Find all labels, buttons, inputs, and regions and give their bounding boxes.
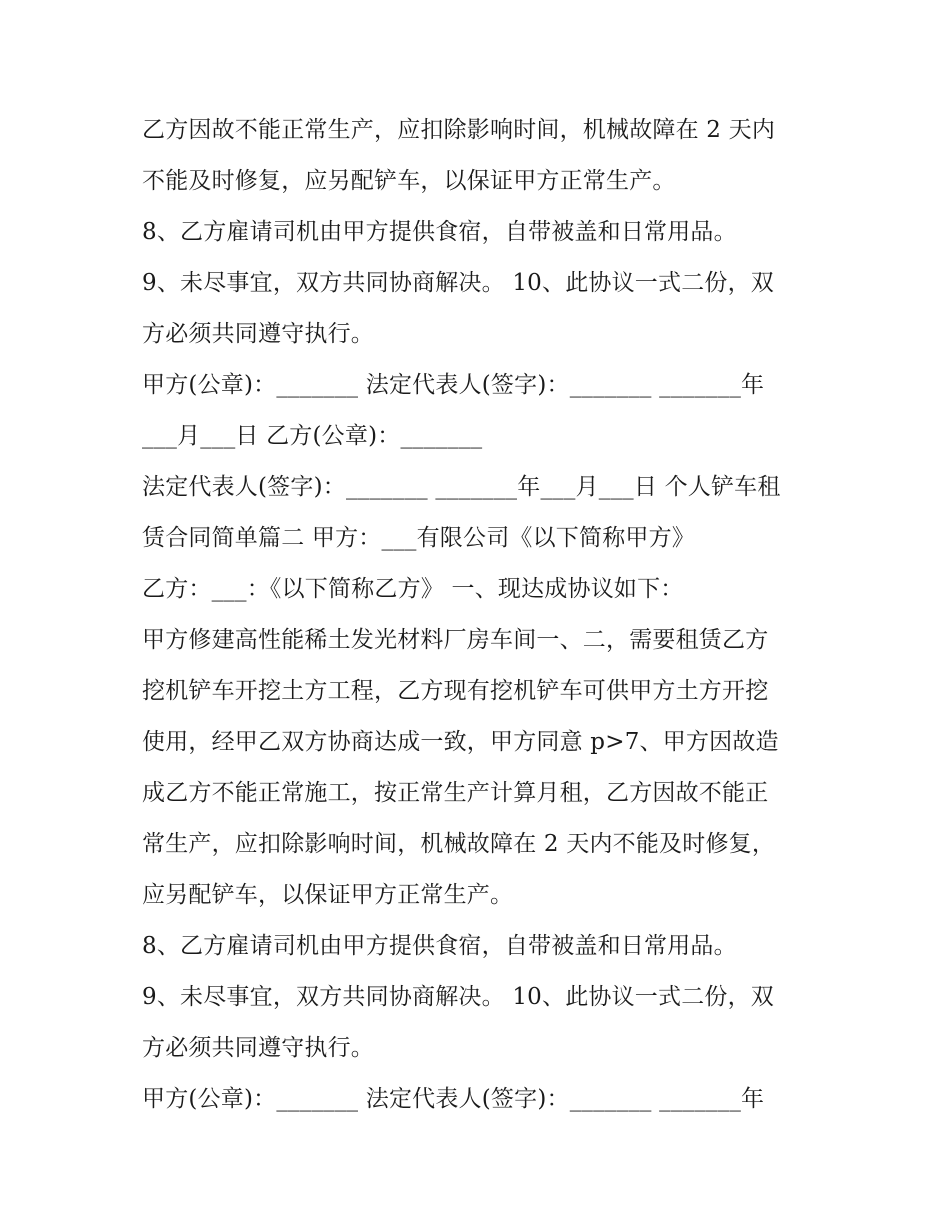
text-line: 甲方修建高性能稀土发光材料厂房车间一、二，需要租赁乙方 [142,627,769,653]
text-line: 8、乙方雇请司机由甲方提供食宿，自带被盖和日常用品。 [142,219,737,245]
text-line: 应另配铲车，以保证甲方正常生产。 [142,882,514,908]
document-body [142,105,822,1125]
text-line: 方必须共同遵守执行。 [142,1035,374,1061]
signature-line: 甲方(公章)：_______ 法定代表人(签字)：_______ _______年 [142,1086,765,1112]
text-line: 乙方：___：《以下简称乙方》 一、现达成协议如下： [142,576,684,602]
text-line: 成乙方不能正常施工，按正常生产计算月租，乙方因故不能正 [142,780,769,806]
text-line: 不能及时修复，应另配铲车，以保证甲方正常生产。 [142,168,676,194]
text-line: 使用，经甲乙双方协商达成一致，甲方同意 p>7、甲方因故造 [142,729,779,755]
text-line: 9、未尽事宜，双方共同协商解决。 10、此协议一式二份，双 [142,984,775,1010]
signature-line: 法定代表人(签字)：_______ _______年___月___日 个人铲车租 [142,474,781,500]
text-line: 挖机铲车开挖土方工程，乙方现有挖机铲车可供甲方土方开挖 [142,678,769,704]
text-line: 乙方因故不能正常生产，应扣除影响时间，机械故障在 2 天内 [142,117,776,143]
text-line: 常生产，应扣除影响时间，机械故障在 2 天内不能及时修复， [142,831,776,857]
signature-line: 甲方(公章)：_______ 法定代表人(签字)：_______ _______年 [142,372,765,398]
text-line: 方必须共同遵守执行。 [142,321,374,347]
text-line: 赁合同简单篇二 甲方：___有限公司《以下简称甲方》 [142,525,696,551]
signature-line: ___月___日 乙方(公章)：_______ [142,423,483,449]
text-line: 9、未尽事宜，双方共同协商解决。 10、此协议一式二份，双 [142,270,775,296]
text-line: 8、乙方雇请司机由甲方提供食宿，自带被盖和日常用品。 [142,933,737,959]
